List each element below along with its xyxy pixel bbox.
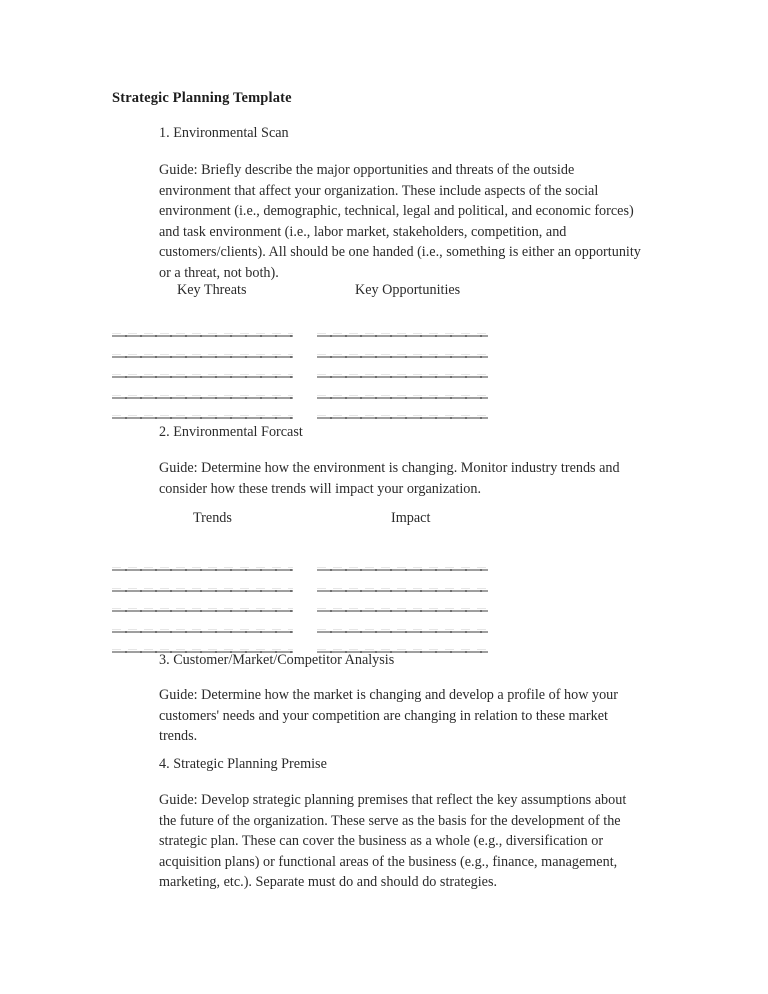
fill-line-trends[interactable] — [112, 622, 293, 643]
fill-in-table-1 — [112, 282, 512, 429]
fill-line-trends[interactable] — [112, 560, 293, 581]
fill-line-opportunities[interactable] — [317, 408, 488, 429]
fill-line-threats[interactable] — [112, 326, 293, 347]
blank-rule — [317, 376, 488, 378]
blank-rule — [317, 631, 488, 633]
section-guide-3: Guide: Determine how the market is changing and develop a profile of how your customers' needs and your competition are changing in relation to these market trends. — [159, 687, 618, 745]
blank-rule — [317, 569, 488, 571]
fill-line-opportunities[interactable] — [317, 367, 488, 388]
page-title: Strategic Planning Template — [112, 90, 292, 106]
fill-line-opportunities[interactable] — [317, 388, 488, 409]
fill-line-trends[interactable] — [112, 581, 293, 602]
blank-rule — [112, 610, 293, 612]
fill-table-2-header — [112, 510, 512, 532]
fill-line-threats[interactable] — [112, 367, 293, 388]
blank-rule — [112, 569, 293, 571]
fill-line-threats[interactable] — [112, 347, 293, 368]
blank-rule — [112, 335, 293, 337]
fill-row — [112, 601, 512, 622]
column-label-impact: Impact — [391, 510, 431, 526]
blank-rule — [317, 356, 488, 358]
blank-rule — [317, 397, 488, 399]
fill-line-impact[interactable] — [317, 601, 488, 622]
fill-line-trends[interactable] — [112, 601, 293, 622]
blank-rule — [112, 376, 293, 378]
section-guide-1: Guide: Briefly describe the major opportunities and threats of the outside environment that affect your organization. These include aspects of the social environment (i.e., demographic, technical, legal and political, and economic forces) and task environment (i.e., labor market, stakeholders, competition, and customers/clients). All should be one handed (i.e., something is either an opportunity or a threat, not both). — [159, 162, 641, 281]
fill-table-1-rows — [112, 326, 512, 429]
fill-row — [112, 326, 512, 347]
fill-row — [112, 581, 512, 602]
column-label-key-opportunities: Key Opportunities — [355, 282, 461, 298]
blank-rule — [112, 631, 293, 633]
column-label-trends: Trends — [193, 510, 232, 526]
blank-rule — [317, 335, 488, 337]
fill-line-impact[interactable] — [317, 622, 488, 643]
blank-rule — [317, 610, 488, 612]
blank-rule — [317, 417, 488, 419]
blank-rule — [112, 397, 293, 399]
section-guide-2: Guide: Determine how the environment is changing. Monitor industry trends and consider how these trends will impact your organization. — [159, 460, 620, 497]
fill-line-opportunities[interactable] — [317, 326, 488, 347]
fill-row — [112, 560, 512, 581]
blank-rule — [112, 590, 293, 592]
section-guide-4: Guide: Develop strategic planning premises that reflect the key assumptions about the future of the organization. These serve as the basis for the development of the strategic plan. These can cover the business as a whole (e.g., diversification or acquisition plans) or functional areas of the business (e.g., finance, management, marketing, etc.). Separate must do and should do strategies. — [159, 792, 627, 891]
fill-table-1-header — [112, 282, 512, 304]
fill-row — [112, 388, 512, 409]
blank-rule — [317, 590, 488, 592]
section-heading-4: 4. Strategic Planning Premise — [159, 756, 327, 772]
fill-row — [112, 367, 512, 388]
section-heading-1: 1. Environmental Scan — [159, 125, 289, 141]
blank-rule — [112, 417, 293, 419]
fill-row — [112, 622, 512, 643]
section-heading-2: 2. Environmental Forcast — [159, 424, 303, 440]
column-label-key-threats: Key Threats — [177, 282, 247, 298]
section-heading-3: 3. Customer/Market/Competitor Analysis — [159, 652, 395, 668]
fill-in-table-2 — [112, 510, 512, 663]
blank-rule — [112, 356, 293, 358]
fill-table-2-rows — [112, 560, 512, 663]
fill-line-impact[interactable] — [317, 560, 488, 581]
fill-row — [112, 347, 512, 368]
fill-line-impact[interactable] — [317, 581, 488, 602]
fill-line-threats[interactable] — [112, 388, 293, 409]
fill-line-opportunities[interactable] — [317, 347, 488, 368]
